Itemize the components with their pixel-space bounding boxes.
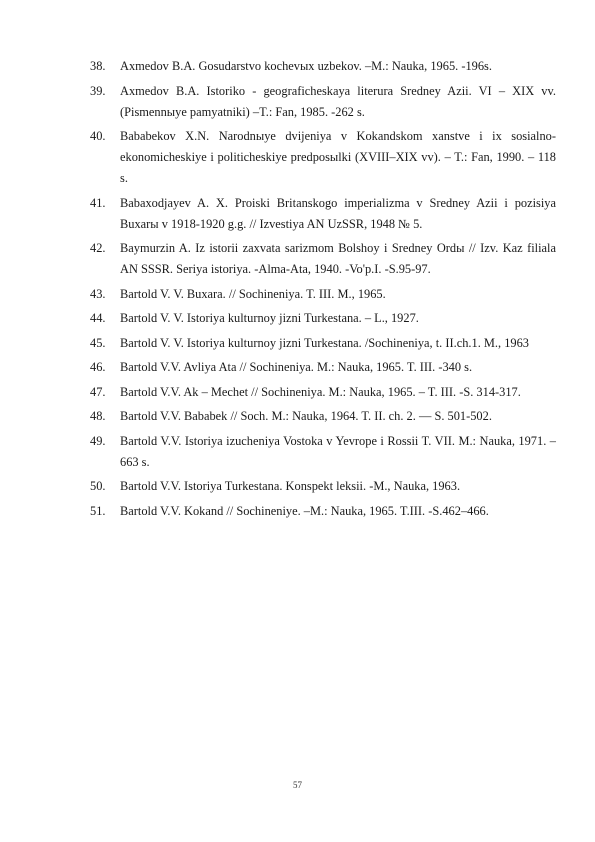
reference-number: 46.: [90, 360, 106, 374]
reference-item: [90, 81, 556, 123]
reference-item: [90, 382, 556, 403]
reference-text: Bartold V.V. Bababek // Soch. M.: Nauka, 1964. T. II. ch. 2. — S. 501-502.: [120, 409, 492, 423]
reference-number: 45.: [90, 335, 106, 350]
reference-text: Bartold V.V. Ak – Mechet // Sochineniya. M.: Nauka, 1965. – T. III. -S. 314-317.: [120, 384, 521, 399]
reference-text: Axmedov B.A. Gosudarstvo kochevых uzbekov. –M.: Nauka, 1965. -196s.: [120, 59, 492, 73]
reference-text: Bartold V.V. Avliya Ata // Sochineniya. M.: Nauka, 1965. T. III. -340 s.: [120, 360, 473, 374]
reference-number: 44.: [90, 311, 106, 325]
reference-number: 50.: [90, 479, 106, 493]
reference-item: [90, 357, 556, 378]
reference-text: Bartold V.V. Istoriya izucheniya Vostoka v Yevrope i Rossii T. VII. M.: Nauka, 1971. – 663 s.: [120, 433, 556, 469]
reference-item: [90, 238, 556, 280]
reference-text: Baymurzin A. Iz istorii zaxvata sarizmom Bolshoy i Sredney Ordы // Izv. Kaz filiala AN SSSR. Seriya istoriya. -Alma-Ata, 1940. -Vo'p.I. -S.95-97.: [120, 241, 556, 276]
reference-item: [90, 431, 556, 473]
reference-item: [90, 476, 556, 497]
reference-number: 38.: [90, 59, 106, 73]
reference-text: Bartold V. V. Istoriya kulturnoy jizni Turkestana. /Sochineniya, t. II.ch.1. M., 1963: [120, 335, 529, 350]
reference-number: 42.: [90, 241, 106, 255]
reference-item: [90, 284, 556, 305]
reference-text: Axmedov B.A. Istoriko - geograficheskaya literura Sredney Azii. VI – XIX vv. (Pismennыye pamyatniki) –T.: Fan, 1985. -262 s.: [120, 83, 556, 119]
reference-number: 47.: [90, 384, 106, 399]
reference-item: [90, 56, 556, 77]
reference-text: Bartold V.V. Istoriya Turkestana. Konspekt leksii. -M., Nauka, 1963.: [120, 479, 461, 493]
reference-item: [90, 333, 556, 354]
reference-item: [90, 501, 556, 522]
reference-list: [90, 56, 556, 525]
reference-number: 51.: [90, 503, 106, 518]
reference-item: [90, 193, 556, 235]
reference-text: Babaxodjayev A. X. Proiski Britanskogo imperializma v Sredney Azii i pozisiya Buxarы v 1918-1920 g.g. // Izvestiya AN UzSSR, 1948 № 5.: [120, 195, 556, 231]
page-number: 57: [293, 780, 302, 790]
reference-text: Bartold V. V. Istoriya kulturnoy jizni Turkestana. – L., 1927.: [120, 311, 419, 325]
reference-number: 43.: [90, 286, 106, 301]
reference-text: Bartold V. V. Buxara. // Sochineniya. T. III. M., 1965.: [120, 286, 386, 301]
reference-number: 48.: [90, 409, 106, 423]
reference-text: Bababekov X.N. Narodnыye dvijeniya v Kokandskom xanstve i ix sosialno-ekonomicheskiye i politicheskiye predposыlki (XVIII–XIX vv). – T.: Fan, 1990. – 118 s.: [120, 129, 556, 185]
reference-text: Bartold V.V. Kokand // Sochineniye. –M.: Nauka, 1965. T.III. -S.462–466.: [120, 503, 489, 518]
reference-item: [90, 308, 556, 329]
reference-number: 40.: [90, 129, 106, 143]
reference-number: 39.: [90, 83, 106, 98]
reference-number: 41.: [90, 195, 106, 210]
reference-item: [90, 126, 556, 189]
reference-item: [90, 406, 556, 427]
reference-number: 49.: [90, 433, 106, 448]
